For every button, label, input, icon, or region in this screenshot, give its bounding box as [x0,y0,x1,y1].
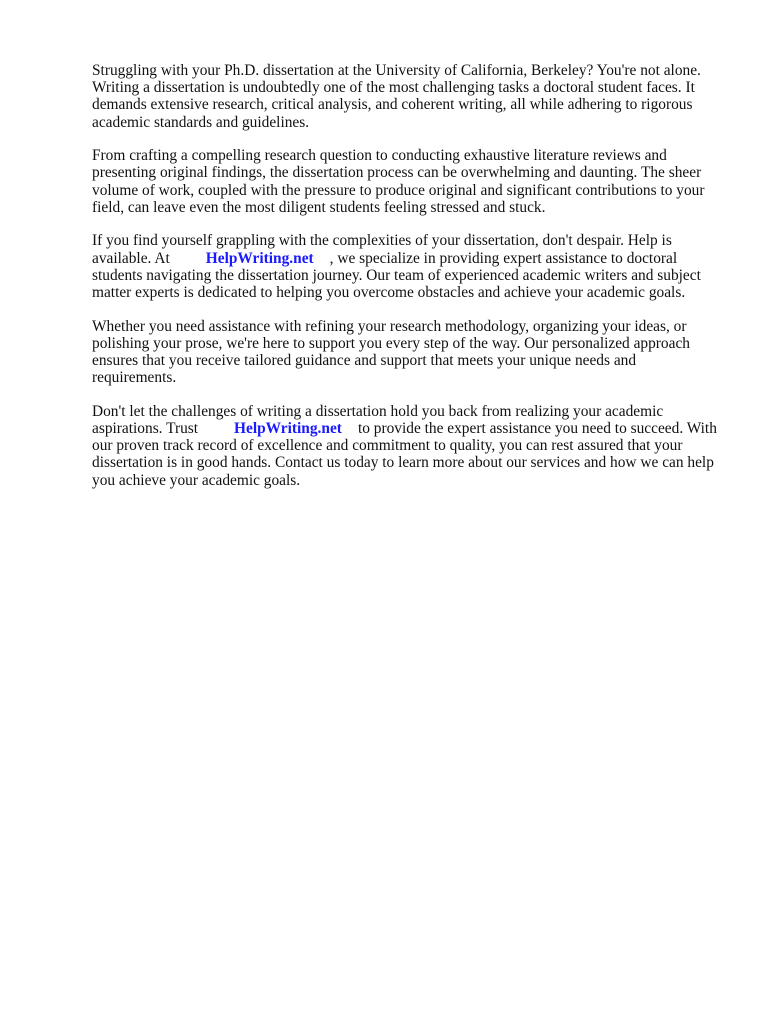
helpwriting-link[interactable]: HelpWriting.net [205,249,314,267]
paragraph-intro: Struggling with your Ph.D. dissertation at the University of California, Berkeley? You're not alone. Writing a dissertation is undoubtedly one of the most challenging tasks a doctoral student faces. It demands extensive research, critical analysis, and coherent writing, all while adhering to rigorous academic standards and guidelines. [92,62,701,131]
helpwriting-link-closing[interactable]: HelpWriting.net [234,420,342,438]
document-page [92,62,728,505]
paragraph-help-text-after: , we specialize in providing expert assistance to doctoral students navigating the dissertation journey. Our team of experienced academic writers and subject matter experts is dedicated to helping you overcome obstacles and achieve your academic goals. [92,249,701,302]
paragraph-help [92,232,728,301]
paragraph-process: From crafting a compelling research question to conducting exhaustive literature reviews and presenting original findings, the dissertation process can be overwhelming and daunting. The sheer volume of work, coupled with the pressure to produce original and significant contributions to your field, can leave even the most diligent students feeling stressed and stuck. [92,147,705,216]
paragraph-assistance: Whether you need assistance with refining your research methodology, organizing your ideas, or polishing your prose, we're here to support you every step of the way. Our personalized approach ensures that you receive tailored guidance and support that meets your unique needs and requirements. [92,317,690,387]
paragraph-closing-text-before: Don't let the challenges of writing a dissertation hold you back from realizing your academic aspirations. Trust [92,402,664,438]
paragraph-help-text-before: If you find yourself grappling with the complexities of your dissertation, don't despair. Help is available. At [92,232,672,267]
paragraph-closing-text-after: to provide the expert assistance you need to succeed. With our proven track record of excellence and commitment to quality, you can rest assured that your dissertation is in good hands. Contact us today to learn more about our services and how we can help you achieve your academic goals. [92,420,717,489]
paragraph-closing [92,403,728,489]
